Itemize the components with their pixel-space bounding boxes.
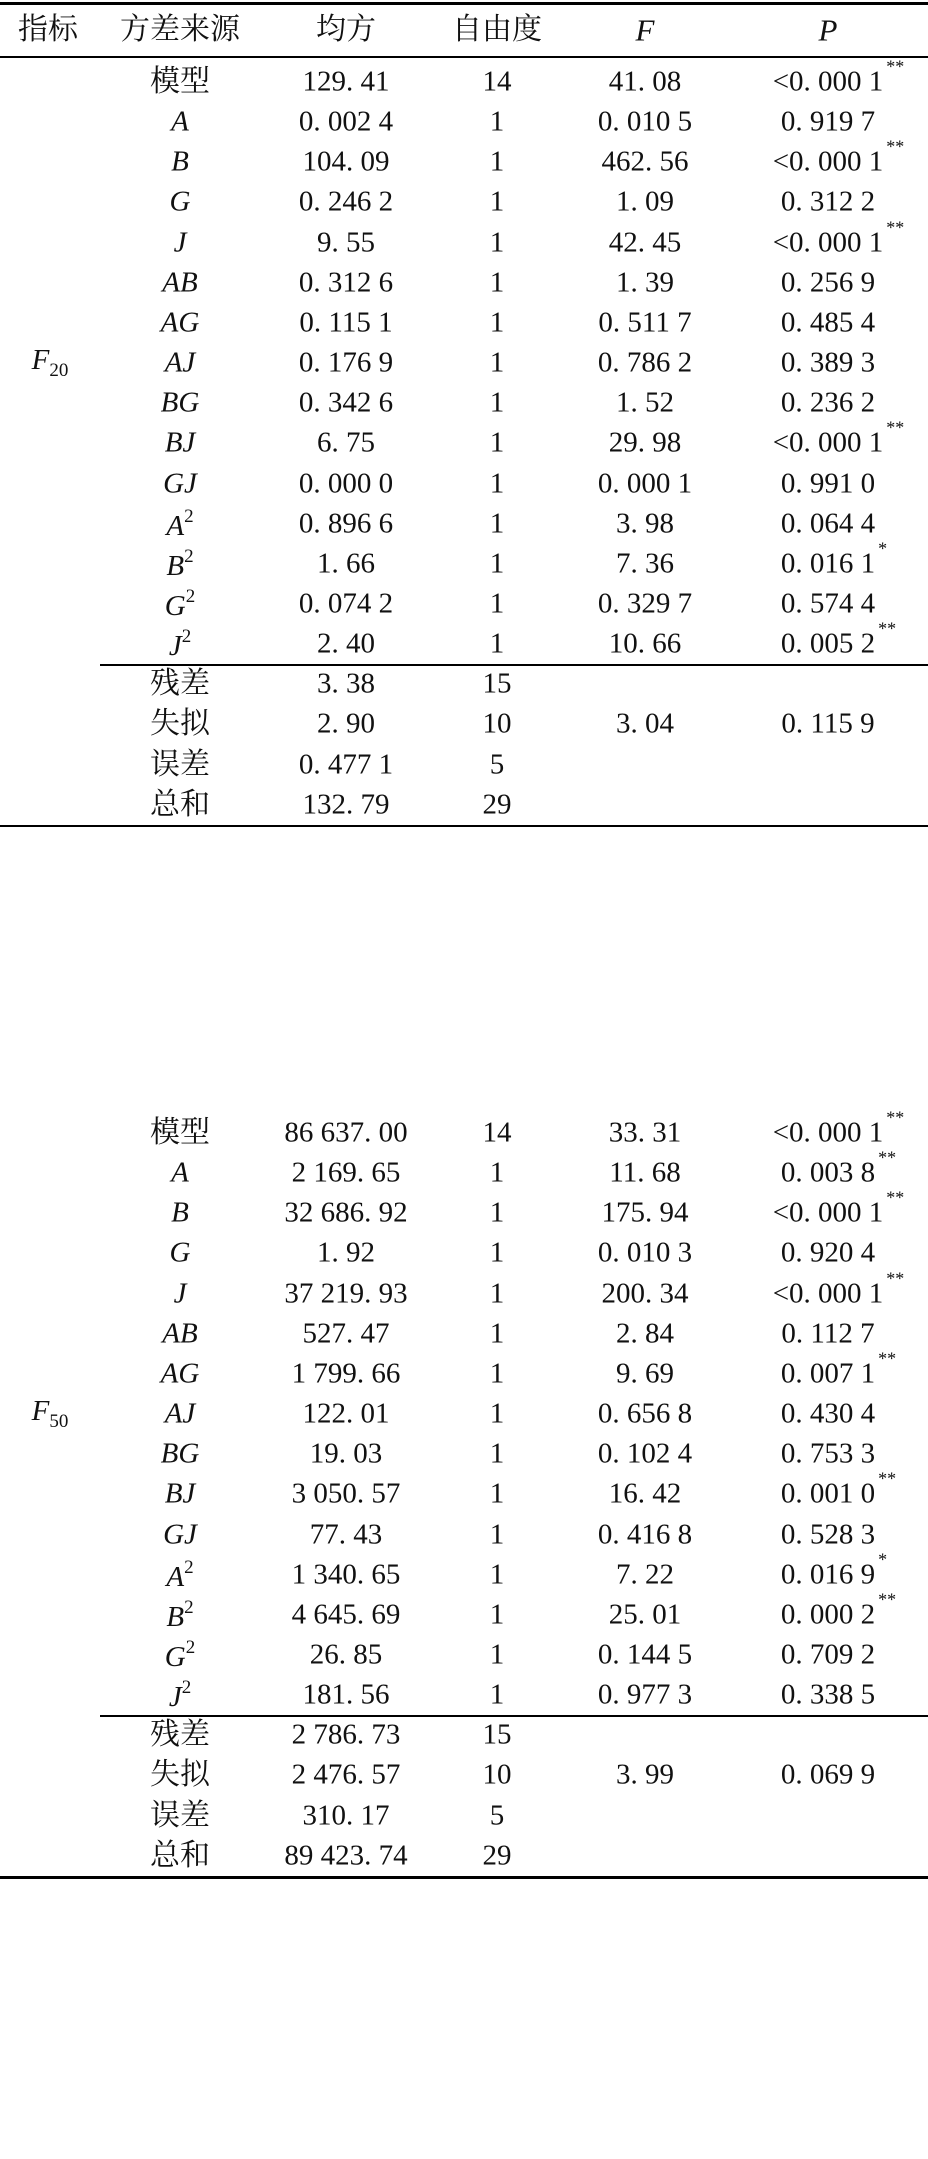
source-name: J [173, 226, 187, 259]
source-cell [174, 228, 187, 257]
source-cell [169, 1236, 191, 1269]
square-exponent: 2 [184, 545, 194, 567]
mean-square-cell: 0. 896 6 [298, 507, 394, 540]
p-value-cell: 0. 312 2 [780, 185, 876, 218]
p-value-cell: 0. 007 1 ** [780, 1348, 897, 1390]
p-value-cell: 0. 115 9 [781, 707, 875, 740]
source-cell: 残差 [150, 666, 210, 702]
source-name: B [171, 145, 189, 178]
f-value-cell: 0. 656 8 [597, 1397, 693, 1430]
source-name: B [166, 549, 185, 582]
source-cell [166, 506, 193, 540]
f-value-cell: 10. 66 [608, 627, 682, 660]
source-name: BJ [164, 1477, 196, 1510]
mean-square-cell: 26. 85 [309, 1638, 383, 1671]
source-cell [169, 1678, 191, 1712]
mean-square-cell: 86 637. 00 [284, 1116, 408, 1149]
mean-square-cell: 3 050. 57 [291, 1477, 401, 1510]
source-cell [164, 1477, 196, 1510]
f-value-cell: 16. 42 [608, 1477, 682, 1510]
source-cell [164, 426, 196, 459]
source-cell [164, 1397, 196, 1430]
source-cell: 残差 [150, 1717, 210, 1753]
source-name: B [166, 1600, 185, 1633]
top-rule [0, 2, 928, 5]
mean-square-cell: 104. 09 [302, 145, 390, 178]
p-value-cell: 0. 001 0 ** [780, 1468, 897, 1510]
source-cell [164, 346, 196, 379]
p-value-cell: <0. 000 1 ** [772, 417, 905, 459]
mean-square-cell: 132. 79 [302, 788, 390, 821]
mean-square-cell: 0. 246 2 [298, 185, 394, 218]
source-cell: 总和 [150, 1837, 210, 1873]
p-value-cell: 0. 991 0 [780, 467, 876, 499]
df-cell: 1 [489, 1477, 505, 1510]
significance-marker: ** [886, 136, 905, 157]
p-value-cell: 0. 430 4 [780, 1397, 876, 1430]
source-cell [171, 105, 189, 138]
f-value-cell: 0. 977 3 [597, 1678, 693, 1711]
df-cell: 1 [489, 306, 505, 339]
mean-square-cell: 1. 92 [317, 1236, 375, 1269]
source-cell: 总和 [150, 786, 210, 822]
source-name: GJ [163, 1518, 197, 1550]
p-value-cell: 0. 064 4 [780, 507, 876, 540]
mean-square-cell: 0. 312 6 [298, 266, 394, 299]
f-value-cell: 29. 98 [608, 426, 682, 459]
square-exponent: 2 [185, 1636, 196, 1658]
df-cell: 1 [489, 1156, 505, 1189]
f-value-cell: 0. 144 5 [597, 1638, 693, 1671]
source-cell [165, 1638, 195, 1672]
mean-square-cell: 129. 41 [302, 65, 390, 98]
source-cell: 误差 [150, 1797, 210, 1833]
mean-square-cell: 77. 43 [309, 1518, 383, 1550]
mean-square-cell: 0. 074 2 [298, 587, 394, 620]
f-value-cell: 0. 010 3 [597, 1236, 693, 1269]
df-cell: 1 [489, 627, 505, 660]
mean-square-cell: 32 686. 92 [284, 1196, 408, 1229]
source-cell: 失拟 [150, 706, 210, 742]
p-value-cell: 0. 236 2 [780, 386, 876, 419]
f-value-cell: 1. 52 [616, 386, 674, 419]
source-cell [171, 1196, 189, 1229]
indicator-label [32, 1397, 69, 1431]
f-value-cell: 11. 68 [609, 1156, 681, 1189]
df-cell: 1 [489, 547, 505, 580]
header-cell: 均方 [316, 12, 376, 47]
f-value-cell: 25. 01 [608, 1598, 682, 1631]
significance-marker: ** [878, 1348, 897, 1369]
df-cell: 15 [482, 1718, 512, 1751]
f-value-cell: 9. 69 [616, 1357, 674, 1390]
p-value-cell: <0. 000 1 ** [772, 56, 905, 98]
source-cell [163, 469, 197, 498]
f-value-cell: 0. 416 8 [597, 1518, 693, 1550]
mean-square-cell: 19. 03 [309, 1437, 383, 1470]
p-value-cell: 0. 485 4 [780, 306, 876, 339]
indicator-base: F [31, 344, 50, 377]
square-exponent: 2 [184, 1556, 194, 1578]
mean-square-cell: 4 645. 69 [291, 1598, 401, 1631]
mean-square-cell: 6. 75 [317, 426, 375, 459]
df-cell: 1 [489, 1277, 505, 1310]
p-value-cell: <0. 000 1 ** [772, 217, 905, 259]
block-rule [0, 825, 928, 827]
mean-square-cell: 527. 47 [302, 1317, 390, 1350]
source-name: BG [160, 386, 200, 419]
mean-square-cell: 1. 66 [317, 547, 375, 580]
mean-square-cell: 9. 55 [317, 226, 375, 259]
header-cell: P [818, 12, 838, 48]
source-name: AJ [164, 346, 196, 379]
source-name: A [166, 509, 185, 542]
header-cell: 自由度 [452, 12, 542, 47]
significance-marker: ** [878, 1147, 897, 1168]
df-cell: 1 [489, 507, 505, 540]
p-value-cell: 0. 753 3 [780, 1437, 876, 1470]
source-name: G [164, 590, 186, 623]
source-name: GJ [163, 467, 197, 499]
p-value-cell: 0. 069 9 [780, 1758, 876, 1791]
f-value-cell: 462. 56 [601, 145, 689, 178]
source-cell [161, 308, 200, 337]
df-cell: 1 [489, 266, 505, 299]
f-value-cell: 175. 94 [601, 1196, 689, 1229]
df-cell: 1 [489, 1236, 505, 1269]
indicator-base: F [31, 1395, 50, 1428]
significance-marker: ** [878, 618, 897, 639]
indicator-subscript: 50 [49, 1410, 69, 1432]
mean-square-cell: 1 799. 66 [291, 1357, 401, 1390]
p-value-cell: 0. 574 4 [780, 587, 876, 620]
p-value-cell: <0. 000 1 ** [772, 136, 905, 178]
df-cell: 1 [489, 1437, 505, 1470]
df-cell: 1 [489, 1357, 505, 1390]
df-cell: 1 [489, 1678, 505, 1711]
mean-square-cell: 1 340. 65 [291, 1558, 401, 1591]
df-cell: 29 [482, 1839, 512, 1872]
source-cell: 失拟 [150, 1757, 210, 1793]
source-name: AJ [164, 1397, 196, 1430]
p-value-cell: <0. 000 1 ** [772, 1187, 905, 1229]
source-name: B [171, 1196, 189, 1229]
mean-square-cell: 0. 000 0 [298, 467, 394, 499]
significance-marker: ** [886, 1187, 905, 1208]
f-value-cell: 7. 22 [616, 1558, 674, 1591]
df-cell: 1 [489, 426, 505, 459]
df-cell: 1 [489, 1397, 505, 1430]
df-cell: 1 [489, 1598, 505, 1631]
significance-marker: ** [886, 1107, 905, 1128]
source-cell [174, 1279, 187, 1308]
f-value-cell: 3. 99 [616, 1758, 674, 1791]
header-cell: 指标 [18, 12, 78, 47]
source-cell [171, 145, 189, 178]
source-name: AB [162, 266, 198, 299]
df-cell: 14 [482, 65, 512, 98]
df-cell: 1 [489, 1638, 505, 1671]
significance-marker: * [878, 538, 888, 559]
df-cell: 1 [489, 1317, 505, 1350]
mean-square-cell: 2. 90 [317, 707, 375, 740]
source-name: J [168, 630, 182, 663]
f-value-cell: 0. 786 2 [597, 346, 693, 379]
df-cell: 10 [482, 1758, 512, 1791]
mean-square-cell: 0. 176 9 [298, 346, 394, 379]
source-cell [166, 1598, 193, 1632]
source-name: A [171, 1156, 189, 1189]
mean-square-cell: 0. 002 4 [298, 105, 394, 138]
df-cell: 29 [482, 788, 512, 821]
mean-square-cell: 0. 342 6 [298, 386, 394, 419]
source-name: A [166, 1560, 185, 1593]
source-cell [162, 1319, 197, 1348]
df-cell: 1 [489, 386, 505, 419]
p-value-cell: 0. 016 1 * [780, 538, 888, 580]
source-name: AB [162, 1317, 198, 1350]
f-value-cell: 33. 31 [608, 1116, 682, 1149]
f-value-cell: 2. 84 [616, 1317, 674, 1350]
source-cell [169, 627, 191, 661]
significance-marker: ** [886, 56, 905, 77]
square-exponent: 2 [184, 1596, 194, 1618]
significance-marker: ** [886, 217, 905, 238]
source-cell [165, 587, 195, 621]
source-cell [166, 547, 193, 581]
source-cell [160, 1437, 200, 1470]
source-cell [150, 64, 210, 99]
bottom-rule [0, 1876, 928, 1879]
mean-square-cell: 37 219. 93 [284, 1277, 408, 1310]
mean-square-cell: 181. 56 [302, 1678, 390, 1711]
df-cell: 1 [489, 226, 505, 259]
f-value-cell: 7. 36 [616, 547, 674, 580]
df-cell: 14 [482, 1116, 512, 1149]
df-cell: 1 [489, 1518, 505, 1550]
significance-marker: ** [886, 1268, 905, 1289]
mean-square-cell: 3. 38 [317, 667, 375, 700]
source-name: A [171, 105, 189, 138]
p-value-cell: <0. 000 1 ** [772, 1107, 905, 1149]
p-value-cell: 0. 389 3 [780, 346, 876, 379]
df-cell: 5 [489, 748, 505, 781]
mean-square-cell: 2 169. 65 [291, 1156, 401, 1189]
df-cell: 10 [482, 707, 512, 740]
square-exponent: 2 [181, 1676, 192, 1698]
f-value-cell: 3. 04 [616, 707, 674, 740]
f-value-cell: 200. 34 [601, 1277, 689, 1310]
df-cell: 1 [489, 185, 505, 218]
mean-square-cell: 0. 115 1 [299, 306, 393, 339]
df-cell: 15 [482, 667, 512, 700]
df-cell: 1 [489, 587, 505, 620]
source-cell [162, 268, 197, 297]
source-name: AG [160, 1357, 200, 1390]
p-value-cell: 0. 709 2 [780, 1638, 876, 1671]
mean-square-cell: 0. 477 1 [298, 748, 394, 781]
f-value-cell: 42. 45 [608, 226, 682, 259]
square-exponent: 2 [181, 625, 192, 647]
f-value-cell: 41. 08 [608, 65, 682, 98]
source-name: J [168, 1681, 182, 1714]
mean-square-cell: 2 786. 73 [291, 1718, 401, 1751]
source-cell [160, 386, 200, 419]
square-exponent: 2 [184, 505, 194, 527]
source-cell [150, 1115, 210, 1150]
f-value-cell: 1. 39 [616, 266, 674, 299]
p-value-cell: <0. 000 1 ** [772, 1268, 905, 1310]
f-value-cell: 0. 511 7 [598, 306, 692, 339]
indicator-subscript: 20 [49, 359, 69, 381]
square-exponent: 2 [185, 585, 196, 607]
p-value-cell: 0. 005 2 ** [780, 618, 897, 660]
df-cell: 1 [489, 105, 505, 138]
df-cell: 1 [489, 1558, 505, 1591]
p-value-cell: 0. 016 9 * [780, 1549, 888, 1591]
indicator-label [32, 346, 69, 380]
f-value-cell: 1. 09 [616, 185, 674, 218]
residual-separator [100, 1715, 928, 1717]
source-cell [171, 1156, 189, 1189]
mean-square-cell: 89 423. 74 [284, 1839, 408, 1872]
source-name: AG [160, 306, 200, 339]
source-name: J [173, 1277, 187, 1310]
mean-square-cell: 310. 17 [302, 1799, 390, 1832]
source-cell [163, 1520, 197, 1549]
significance-marker: ** [886, 417, 905, 438]
p-value-cell: 0. 000 2 ** [780, 1589, 897, 1631]
f-value-cell: 0. 010 5 [597, 105, 693, 138]
mean-square-cell: 2 476. 57 [291, 1758, 401, 1791]
df-cell: 1 [489, 467, 505, 499]
significance-marker: * [878, 1549, 888, 1570]
f-value-cell: 0. 329 7 [597, 587, 693, 620]
p-value-cell: 0. 919 7 [780, 105, 876, 138]
mean-square-cell: 122. 01 [302, 1397, 390, 1430]
source-cell [166, 1557, 193, 1591]
p-value-cell: 0. 528 3 [780, 1518, 876, 1550]
source-cell: 误差 [150, 746, 210, 782]
p-value-cell: 0. 920 4 [780, 1236, 876, 1269]
source-name: BG [160, 1437, 200, 1470]
source-name: G [169, 185, 191, 218]
header-cell: 方差来源 [120, 12, 240, 47]
significance-marker: ** [878, 1589, 897, 1610]
p-value-cell: 0. 338 5 [780, 1678, 876, 1711]
source-name: 模型 [150, 64, 210, 99]
source-name: BJ [164, 426, 196, 459]
df-cell: 1 [489, 346, 505, 379]
significance-marker: ** [878, 1468, 897, 1489]
source-name: G [169, 1236, 191, 1269]
df-cell: 1 [489, 145, 505, 178]
df-cell: 5 [489, 1799, 505, 1832]
header-rule [0, 56, 928, 58]
f-value-cell: 0. 102 4 [597, 1437, 693, 1470]
source-name: G [164, 1641, 186, 1674]
source-name: 模型 [150, 1115, 210, 1150]
source-cell [169, 185, 191, 218]
source-cell [161, 1359, 200, 1388]
mean-square-cell: 2. 40 [317, 627, 375, 660]
residual-separator [100, 664, 928, 666]
header-cell: F [635, 12, 655, 48]
p-value-cell: 0. 112 7 [781, 1317, 875, 1350]
f-value-cell: 3. 98 [616, 507, 674, 540]
f-value-cell: 0. 000 1 [597, 467, 693, 499]
p-value-cell: 0. 256 9 [780, 266, 876, 299]
p-value-cell: 0. 003 8 ** [780, 1147, 897, 1189]
df-cell: 1 [489, 1196, 505, 1229]
